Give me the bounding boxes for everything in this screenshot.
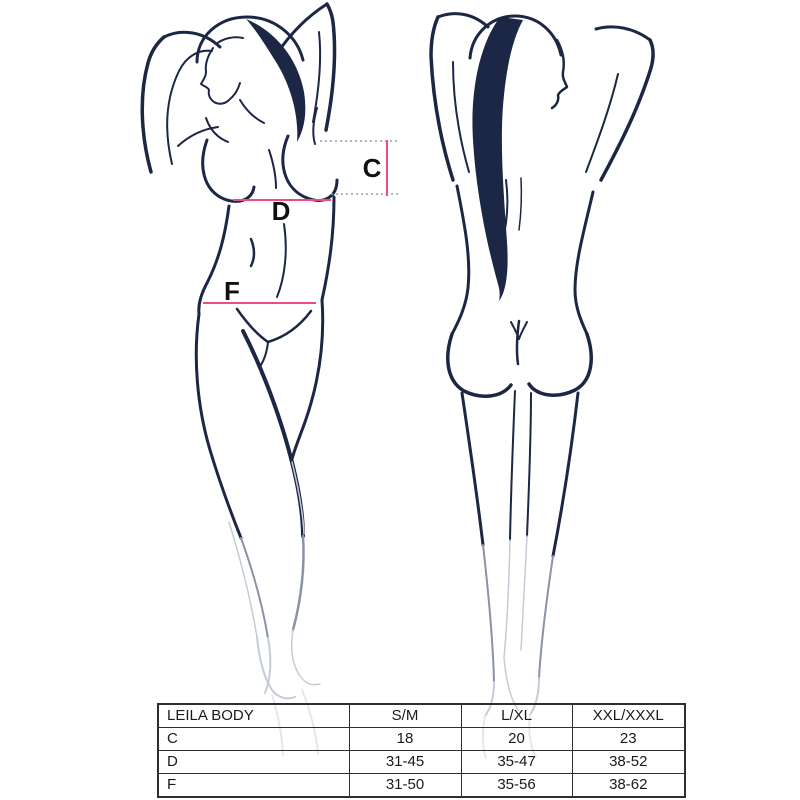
size-table-row-d (158, 751, 685, 774)
table-header-size-lxl: L/XL (461, 704, 572, 728)
front-right-leg-outer (292, 300, 323, 459)
front-left-forearm (164, 32, 220, 47)
back-figure (431, 14, 653, 758)
back-left-leg-fade (483, 545, 494, 682)
front-left-breast (203, 140, 254, 201)
back-hair-fall (472, 17, 523, 301)
row-d-sm: 31-45 (349, 751, 461, 774)
table-header-size-xxl: XXL/XXXL (572, 704, 685, 728)
row-c-xxl: 23 (572, 728, 685, 751)
front-hairline (216, 37, 243, 44)
size-table-grid (157, 703, 686, 798)
size-table (157, 703, 684, 797)
row-f-label: F (158, 774, 349, 798)
front-waist-right (322, 197, 334, 300)
size-table-row-f (158, 774, 685, 798)
front-bikini-left (237, 309, 268, 342)
front-right-thigh-cross (243, 331, 303, 536)
back-right-leg-outer (553, 393, 578, 556)
front-sternum-line (269, 150, 276, 188)
front-left-leg-outer (196, 314, 241, 538)
row-c-label: C (158, 728, 349, 751)
row-f-sm: 31-50 (349, 774, 461, 798)
front-right-foot (292, 630, 320, 685)
back-left-leg-inner (510, 391, 515, 540)
front-figure (142, 4, 337, 755)
row-d-label: D (158, 751, 349, 774)
back-right-leg-inner (527, 393, 531, 536)
back-left-arm-outer (431, 17, 453, 180)
back-left-cheek (448, 334, 511, 396)
row-c-lxl: 20 (461, 728, 572, 751)
back-crease (517, 321, 519, 364)
front-face-profile (201, 48, 240, 104)
front-neck-line (240, 100, 264, 123)
back-crease-right (519, 322, 527, 339)
measure-label-c: C (362, 153, 382, 183)
row-f-xxl: 38-62 (572, 774, 685, 798)
front-left-shin-inner (229, 522, 257, 637)
table-header-product: LEILA BODY (158, 704, 349, 728)
front-right-calf-fade (293, 536, 304, 630)
back-spine-line2 (519, 178, 521, 230)
front-right-arm-outer (326, 4, 335, 130)
size-table-header-row (158, 704, 685, 728)
front-right-breast (283, 136, 337, 200)
table-header-size-sm: S/M (349, 704, 461, 728)
front-left-armpit (206, 118, 228, 142)
row-f-lxl: 35-56 (461, 774, 572, 798)
back-right-inner-fade (521, 536, 527, 650)
front-left-arm-outer (142, 37, 164, 172)
back-waist-left (452, 186, 469, 334)
measure-label-d: D (271, 196, 291, 226)
row-d-lxl: 35-47 (461, 751, 572, 774)
back-left-inner-fade (504, 540, 510, 658)
back-left-leg-outer (462, 393, 483, 545)
front-ponytail (246, 19, 305, 142)
back-right-leg-fade (539, 556, 553, 678)
row-d-xxl: 38-52 (572, 751, 685, 774)
front-ab-line (277, 224, 286, 297)
front-left-foot (257, 637, 295, 698)
back-right-forearm (596, 27, 650, 40)
back-left-arm-inner (453, 62, 469, 172)
front-navel (251, 239, 254, 266)
size-table-row-c (158, 728, 685, 751)
back-left-forearm (438, 14, 488, 27)
measure-label-f: F (224, 276, 240, 306)
row-c-sm: 18 (349, 728, 461, 751)
front-bikini-right (268, 311, 311, 342)
measurement-annotations (203, 140, 398, 306)
back-waist-right (575, 192, 593, 334)
back-right-cheek (529, 334, 591, 395)
